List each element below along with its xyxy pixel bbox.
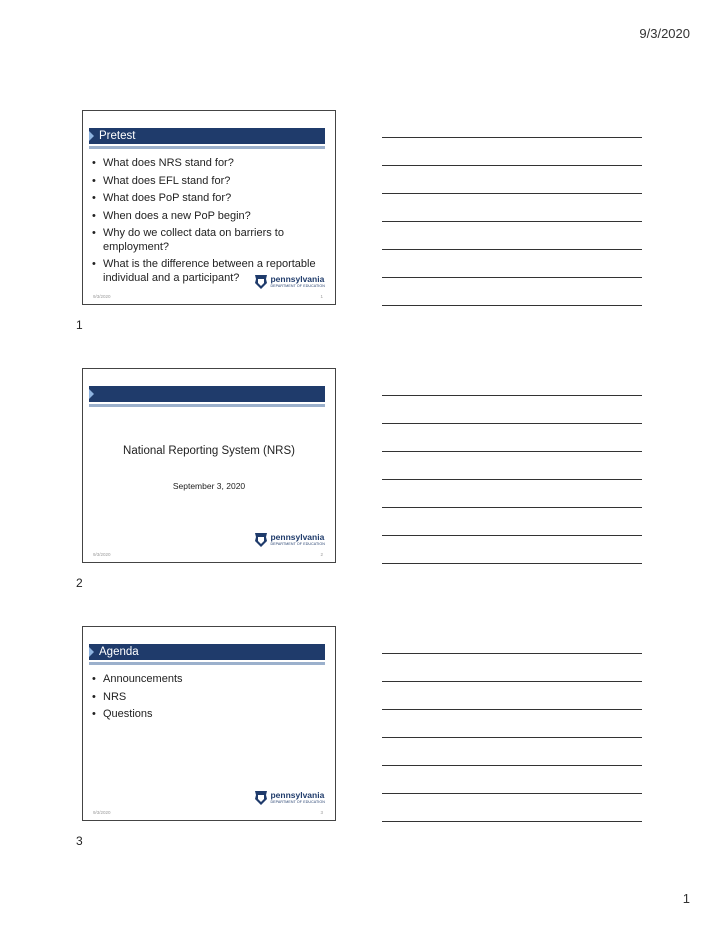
page-number: 1 [682,891,690,906]
note-line [382,653,642,654]
note-line [382,249,642,250]
header-rule [89,404,325,407]
note-line [382,165,642,166]
list-item: • What does EFL stand for? [91,175,323,189]
list-item: • Announcements [91,673,323,687]
list-item: • What does PoP stand for? [91,192,323,206]
list-item: • Why do we collect data on barriers to employment? [91,227,323,254]
bullet-list [91,157,323,289]
pennsylvania-logo [254,274,325,290]
slide-footer-date: 9/3/2020 [93,552,111,557]
note-line [382,277,642,278]
slide-thumbnail-2 [82,368,336,563]
note-line [382,507,642,508]
slide-index-1: 1 [76,318,83,332]
bullet-list [91,673,323,726]
note-line [382,305,642,306]
list-item: • What is the difference between a reportable individual and a participant? [91,258,323,285]
note-line [382,395,642,396]
slide-header: Agenda [89,644,325,660]
note-line [382,137,642,138]
note-line [382,535,642,536]
slide-footer-number: 2 [320,552,323,557]
logo-name: pennsylvania [270,274,325,285]
slide-footer-number: 3 [320,810,323,815]
note-line [382,479,642,480]
slide-thumbnail-3 [82,626,336,821]
slide-title: National Reporting System (NRS) [123,445,295,457]
note-line [382,709,642,710]
slide-index-3: 3 [76,834,83,848]
note-line [382,563,642,564]
slide-header: Pretest [89,128,325,144]
note-line [382,221,642,222]
list-item: • When does a new PoP begin? [91,210,323,224]
header-rule [89,146,325,149]
slide-header-blank [89,386,325,402]
logo-name: pennsylvania [270,532,325,543]
note-line [382,765,642,766]
keystone-icon [254,274,268,290]
pennsylvania-logo [254,790,325,806]
list-item: • Questions [91,708,323,722]
slide-thumbnail-1 [82,110,336,305]
pennsylvania-logo [254,532,325,548]
note-line [382,423,642,424]
note-line [382,821,642,822]
logo-dept: DEPARTMENT OF EDUCATION [270,541,325,546]
note-line [382,193,642,194]
header-rule [89,662,325,665]
slide-footer-number: 1 [320,294,323,299]
slide-footer-date: 9/3/2020 [93,810,111,815]
note-line [382,737,642,738]
slide-index-2: 2 [76,576,83,590]
keystone-icon [254,790,268,806]
logo-dept: DEPARTMENT OF EDUCATION [270,283,325,288]
page-date: 9/3/2020 [639,26,690,41]
logo-name: pennsylvania [270,790,325,801]
list-item: • What does NRS stand for? [91,157,323,171]
list-item: • NRS [91,691,323,705]
logo-dept: DEPARTMENT OF EDUCATION [270,799,325,804]
note-line [382,451,642,452]
slide-footer-date: 9/3/2020 [93,294,111,299]
keystone-icon [254,532,268,548]
slide-subtitle: September 3, 2020 [172,481,246,491]
note-line [382,681,642,682]
note-line [382,793,642,794]
